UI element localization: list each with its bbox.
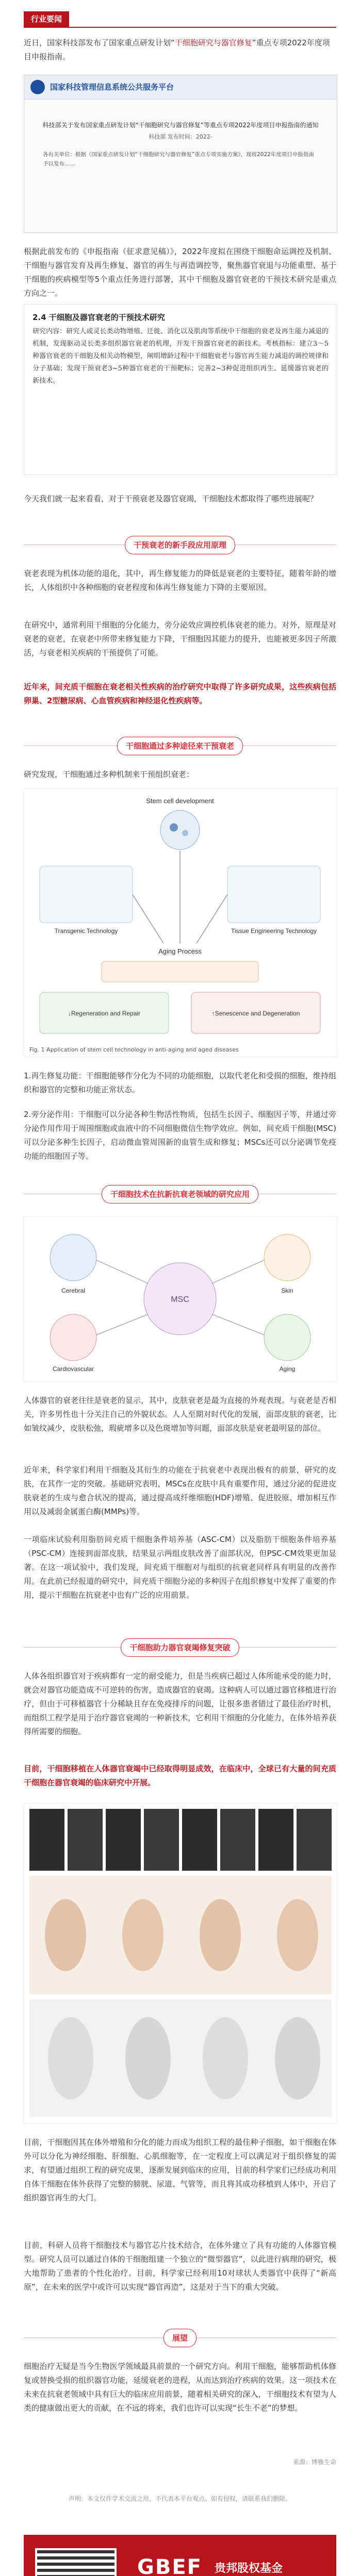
label-cerebral: Cerebral xyxy=(61,1287,86,1294)
fig-right-label: Tissue Engineering Technology xyxy=(231,927,317,935)
skin-icon xyxy=(264,1234,310,1281)
fig-bottom-left-label: ↓Regeneration and Repair xyxy=(68,1010,141,1017)
disclaimer: 声明：本文仅作学术交流之用，不代表本平台观点。如有侵权，请联系我们删除。 xyxy=(68,2495,291,2502)
guideline-card xyxy=(24,304,337,475)
tissue-engineering-text: 目前，干细胞因其在体外增殖和分化的能力而成为组织工程的最佳种子细胞，如干细胞在体外可以分化为神经细胞、肝细胞、心肌细胞等，在一定程度上可以满足对于组织修复的需求，有望通过组织工程的研究成果，逐渐发展到临床的应用，目前的科学家们已经成功利用自体干细胞在体外获得了完整的膀胱、尿道、气管等，而且将其成功移植到人体中，开启了组织器官再生的大门。 xyxy=(24,2138,336,2202)
clinical-trial-text: 一项临床试验利用脂肪间充质干细胞条件培养基（ASC-CM）以及脂肪干细胞条件培养基（PSC-CM）连接到面部皮肤，结果显示两组皮肤改善了面部状况，但PSC-CM效果更加显著。在这一项试验中，我们发现，间充质干细胞对与组织的抗衰老同样具有明显的改善作用。在此前已经报道的研究中，间充质干细胞分泌的多种因子在组织修复中发挥了重要的作用，提示干细胞在抗衰老中也有广泛的应用前景。 xyxy=(24,1535,336,1600)
fig-left-label: Transgenic Technology xyxy=(54,927,118,935)
section-label: 展望 xyxy=(163,2329,197,2347)
fig-middle-label: Aging Process xyxy=(158,947,202,955)
intro-text: 近日，国家科技部发布了国家重点研发计划“ xyxy=(24,38,175,47)
label-aging: Aging xyxy=(279,1365,296,1372)
list-item-paracrine: 2.旁分泌作用：干细胞可以分泌各种生物活性物质，包括生长因子、细胞因子等，并通过旁分泌作用作用于周围细胞或血液中的不同细胞微信生物学效应。例如，间充质干细胞(MSC)可以分泌多种生长因子，启动微血管周围新的血管生成和修复；MSCs还可以分泌调节免疫功能的细胞因子等。 xyxy=(24,1110,336,1161)
paragraph-research: 在研究中，通常利用干细胞的分化能力，旁分泌效应调控机体衰老的能力。对外，原理是对衰老的衰老，在衰老中所带来修复能力下降，干细胞因其能力的提升，也能被更多因子所激活，与衰老相关疾病的干预提供了可能。 xyxy=(24,620,336,657)
image-grid xyxy=(29,1809,332,2117)
site-logo-icon xyxy=(30,80,45,94)
section-label: 干细胞助力器官衰竭修复突破 xyxy=(121,1638,239,1657)
msc-center-label: MSC xyxy=(171,1295,189,1304)
section-label: 干细胞通过多种途径来干预衰老 xyxy=(117,737,243,755)
heart-icon xyxy=(50,1314,96,1361)
card-title: 2.4 干细胞及器官衰老的干预技术研究 xyxy=(32,313,165,322)
figure-caption: Fig. 1 Application of stem cell technology in anti-aging and aged diseases xyxy=(29,1046,239,1053)
paragraph-clinical-trial xyxy=(24,1533,336,1602)
site-header xyxy=(24,75,337,99)
fig-top-label: Stem cell development xyxy=(146,797,214,805)
transgenic-panel xyxy=(40,866,133,923)
card-text: 研究内容：研究人或灵长类动物增殖、迁徙、消化以及肌肉等系统中干细胞的衰老及再生能力减退的机制，发现驱动灵长类多组织器官衰老的机理，开发干预器官衰老的新技术。考核指标：建立3～5种器官衰老的干细胞及相关动物模型，阐明增龄过程中干细胞衰老与器官再生能力减退的调控规律和分子基础；发现干预衰老3~5种器官衰老的干预靶标；完善2~3种促进组织再生、延缓器官衰老的新技术。 xyxy=(32,328,329,385)
figure-diagram xyxy=(24,789,336,1041)
paragraph-aging: 衰老表现为机体功能的退化，其中，再生修复能力的降低是衰老的主要特征，随着年龄的增长，人体组织中各种细胞的衰老程度和体再生修复能力下降的主要原因。 xyxy=(24,569,336,592)
aging-process-bar xyxy=(102,961,258,982)
section-label: 干细胞技术在抗新抗衰老领域的研究应用 xyxy=(102,1185,258,1204)
paragraph-msc-results: 近年来，间充质干细胞在衰老相关性疾病的治疗研究中取得了许多研究成果，这些疾病包括卵巢、2型糖尿病、心血管疾病和神经退化性疾病等。 xyxy=(24,682,336,705)
paragraph-transplant: 目前，干细胞移植在人体器官衰竭中已经取得明显成效，在临床中，全球已有大量的间充质干细胞在器官衰竭的临床研究中开展。 xyxy=(24,1764,336,1787)
face-icon xyxy=(264,1314,310,1361)
qr-code-icon[interactable] xyxy=(35,2548,117,2576)
intro-paragraph xyxy=(24,36,336,64)
section-title-organ xyxy=(0,1638,360,1657)
section-header xyxy=(24,11,336,28)
organ-image-grid xyxy=(24,1804,336,2122)
intro-highlight: 干细胞研究与器官修复 xyxy=(174,38,252,47)
site-name: 国家科技管理信息系统公共服务平台 xyxy=(50,82,174,92)
label-skin: Skin xyxy=(281,1287,293,1294)
figure-organ-images xyxy=(24,1803,337,2124)
paragraph-guideline: 根据此前发布的《申报指南（征求意见稿）》，2022年度拟在围绕干细胞命运调控及机制、干细胞与器官发育及再生修复、器官的再生与再造调控等，聚焦器官衰退与功能重塑、基于干细胞的疾病模型等5个重点任务进行部署，其中干细胞及器官衰老的干预技术研究是重点方向之一。 xyxy=(24,247,336,298)
section-label: 干预衰老的新手段应用原理 xyxy=(125,536,235,554)
fig-bottom-right-label: ↑Senescence and Degeneration xyxy=(211,1010,300,1017)
source-note: 来源：博雅生命 xyxy=(292,2459,336,2466)
stem-cell-icon xyxy=(160,810,200,850)
organ-chip-text: 目前，科研人员将干细胞技术与器官芯片技术结合，在体外建立了具有功能的人体器官模型。研究人员可以通过自体的干细胞组建一个独立的“微型器官”，以此进行病理的研究，极大地帮助了患者的个性化治疗。目前，科学家已经利用10对球状人类器官中获得了“新高原”，在未来的医学中或许可以实现“器官再造”，这是对于当下的重大突破。 xyxy=(24,2241,336,2292)
label-cardiovascular: Cardiovascular xyxy=(52,1365,94,1372)
paragraph-organ-chip xyxy=(24,2239,336,2294)
brand-logo: GBEF xyxy=(137,2555,202,2576)
paragraph-msc-skin: 近年来，科学家们利用干细胞及其衍生的功能在于抗衰老中表现出极有的前景，研究的皮肤，在其作一定的突破。基础研究表明，MSCs在皮肤中具有重要作用，通过分泌的促进皮肤衰老的生成与愈合状况的提高，通过提高成纤维细胞(HDF)增殖、促进胶原、增加相互作用以及减弱金属蛋白酶(MMPs)等。 xyxy=(24,1465,336,1516)
brain-icon xyxy=(50,1234,96,1281)
intro-text-end: ”重点专项2022年度项目申报指南。 xyxy=(24,38,330,61)
paragraph-mechanisms: 研究发现，干细胞通过多种机制来干预组织衰老： xyxy=(24,770,194,779)
section-title-applications xyxy=(0,1185,360,1204)
msc-diagram xyxy=(24,1216,336,1380)
tissue-engineering-panel xyxy=(227,866,320,923)
notice-title: 科技部关于发布国家重点研发计划“干细胞研究与器官修复”等重点专项2022年度项目申报指南的通知 xyxy=(42,122,319,129)
notice-meta: 科技部 发布时间：2022- xyxy=(149,133,212,140)
list-item-regeneration: 1.再生修复功能：干细胞能够作分化为不同的功能细胞，以取代老化和受损的细胞，维持组织和器官的完整和功能正常状态。 xyxy=(24,1071,336,1094)
figure-msc-aging xyxy=(24,1216,337,1382)
section-title-outlook xyxy=(0,2329,360,2347)
website-screenshot xyxy=(24,75,337,233)
paragraph-tissue-engineering xyxy=(24,2136,336,2205)
company-banner xyxy=(24,2535,336,2576)
section-title-principle xyxy=(0,536,360,554)
paragraph-question: 今天我们就一起来看看，对于干预衰老及器官衰竭，干细胞技术都取得了哪些进展呢？ xyxy=(24,494,318,503)
notice-body: 各有关单位：根据《国家重点研发计划“干细胞研究与器官修复”重点专项实施方案》，现将2022年度项目申报指南予以发布…… xyxy=(43,151,314,167)
paragraph-skin-aging: 人体器官的衰老往往是衰老的显示，其中，皮肤衰老是最为直接的外观表现。与衰老是否相关，许多男性也十分关注自己的外貌状态。人人至期对时代化的发展，面部皮肤的衰老，比如皱纹减少，皮肤松弛，瑕疵增多以及色斑增加等问题，面部皮肤是衰老最明显的部位。 xyxy=(24,1396,336,1433)
brand-name: 贵邦股权基金 xyxy=(215,2562,283,2575)
paragraph-organ-failure: 人体各组织器官对于疾病都有一定的耐受能力，但是当疾病已超过人体所能承受的能力时，就会对器官功能造成不可逆转的伤害，造成器官的衰竭。这种病人可以通过器官移植进行治疗，但由于可移植器官十分稀缺且存在免疫排斥的问题，让很多患者错过了最佳治疗时机，而组织工程学是用于治疗器官衰竭的一种新技术，它利用干细胞的分化能力，在体外培养获得所需要的细胞。 xyxy=(24,1671,336,1736)
section-title-pathways xyxy=(0,737,360,755)
section-tag: 行业要闻 xyxy=(24,11,69,27)
paragraph-outlook: 细胞治疗无疑是当今生物医学领域最具前景的一个研究方向。利用干细胞，能够帮助机体修复或替换受损的组织器官功能，延缓衰老的进程，从而达到治疗疾病的效果。这一项技术在未来在抗衰老领域中具有巨大的临床应用前景，随着相关研究的深入，干细胞技术有望为人类的健康做出更大的贡献，在不远的将来，我们也许可以实现“长生不老”的梦想。 xyxy=(24,2362,336,2413)
figure-stem-cell-technology xyxy=(24,788,337,1057)
